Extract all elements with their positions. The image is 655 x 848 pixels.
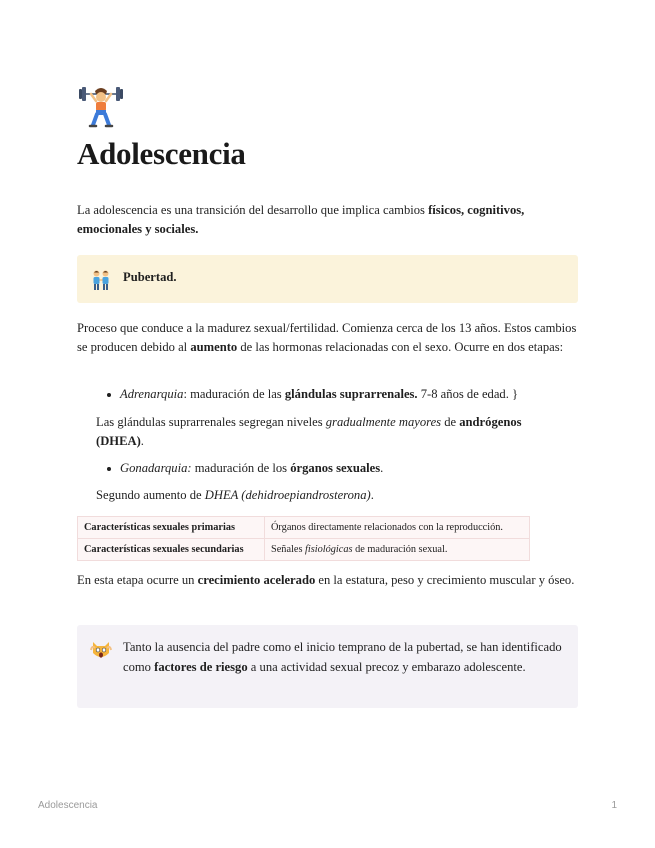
weightlifter-icon (77, 83, 125, 129)
adrenarquia-detail: Las glándulas suprarrenales segregan niveles gradualmente mayores de andrógenos (DHEA). (96, 415, 522, 448)
table-row-header: Características sexuales secundarias (78, 539, 265, 561)
callout-riesgo-text: Tanto la ausencia del padre como el inicio temprano de la pubertad, se han identificado como factores de riesgo a una actividad sexual precoz y embarazo adolescente. (123, 640, 562, 674)
characteristics-table (77, 516, 530, 561)
table-row-header: Características sexuales primarias (78, 517, 265, 539)
callout-pubertad-label: Pubertad. (123, 270, 177, 284)
table-cell: Órganos directamente relacionados con la reproducción. (265, 517, 530, 539)
intro-paragraph: La adolescencia es una transición del desarrollo que implica cambios físicos, cognitivos, emocionales y sociales. (77, 203, 525, 236)
screaming-cat-icon (90, 639, 112, 661)
table-row (78, 539, 530, 561)
table-cell: Señales fisiológicas de maduración sexual. (265, 539, 530, 561)
footer-page-number: 1 (611, 800, 617, 811)
table-row (78, 517, 530, 539)
pubertad-paragraph: Proceso que conduce a la madurez sexual/fertilidad. Comienza cerca de los 13 años. Estos cambios se producen debido al aumento de las hormonas relacionadas con el sexo. Ocurre en dos etapas: (77, 321, 577, 354)
footer-title: Adolescencia (38, 800, 98, 811)
growth-paragraph: En esta etapa ocurre un crecimiento acelerado en la estatura, peso y crecimiento muscular y óseo. (77, 573, 575, 587)
people-holding-hands-icon (90, 269, 112, 291)
callout-riesgo (77, 625, 578, 708)
gonadarquia-detail: Segundo aumento de DHEA (dehidroepiandrosterona). (96, 488, 374, 502)
callout-pubertad (77, 255, 578, 303)
page-title: Adolescencia (77, 136, 246, 171)
